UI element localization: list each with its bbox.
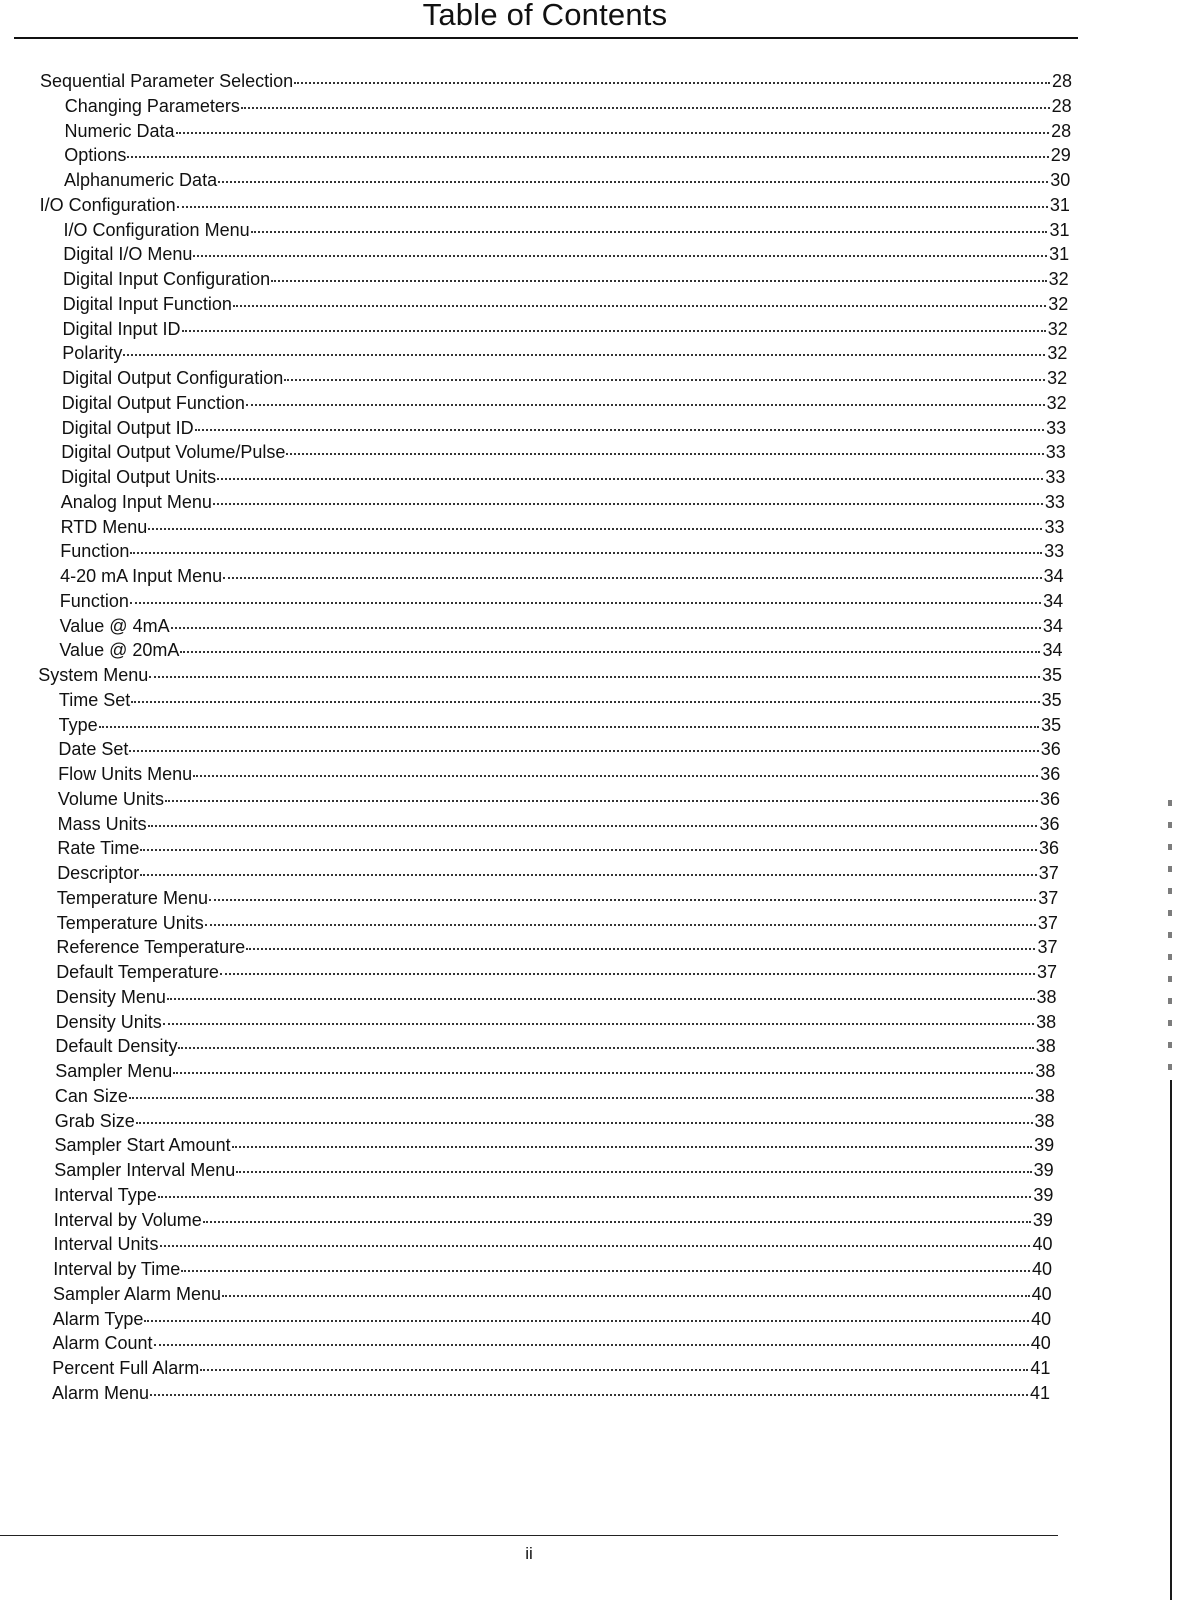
dot-leader <box>176 132 1050 134</box>
toc-entry-title: Digital Output Units <box>61 467 217 487</box>
dot-leader <box>193 775 1038 777</box>
toc-entry <box>63 318 1068 340</box>
dot-leader <box>177 206 1048 208</box>
dot-leader <box>160 1245 1031 1247</box>
dot-leader <box>171 627 1041 629</box>
toc-entry-title: Default Density <box>55 1036 178 1057</box>
toc-entry-title: Sampler Start Amount <box>54 1135 231 1156</box>
dot-leader <box>213 503 1043 505</box>
toc-entry <box>57 887 1058 909</box>
toc-entry-page-number: 33 <box>1046 417 1067 438</box>
dot-leader <box>148 528 1042 530</box>
toc-entry-title: Function <box>60 541 130 562</box>
dot-leader <box>181 1270 1030 1272</box>
toc-entry <box>55 1060 1055 1082</box>
dot-leader <box>130 552 1042 554</box>
toc-entry <box>63 293 1069 315</box>
toc-entry <box>55 1110 1055 1132</box>
dot-leader <box>294 82 1050 84</box>
toc-entry-title: Analog Input Menu <box>60 491 212 512</box>
toc-entry-page-number: 31 <box>1049 244 1070 265</box>
dot-leader <box>167 998 1035 1000</box>
toc-entry-page-number: 36 <box>1039 838 1060 859</box>
toc-entry-title: Sequential Parameter Selection <box>40 71 294 91</box>
toc-entry <box>52 1357 1050 1379</box>
toc-entry-page-number: 34 <box>1043 566 1064 586</box>
toc-entry-page-number: 28 <box>1051 95 1072 116</box>
dot-leader <box>286 453 1043 455</box>
toc-entry-title: Date Set <box>58 739 129 760</box>
toc-entry-title: Digital Output Configuration <box>62 368 284 388</box>
toc-entry <box>65 120 1072 142</box>
toc-entry <box>59 689 1062 711</box>
toc-entry-title: Interval Type <box>54 1184 157 1205</box>
toc-entry-title: System Menu <box>38 665 149 685</box>
toc-entry <box>62 367 1067 389</box>
dot-leader <box>241 107 1050 109</box>
toc-entry <box>60 540 1064 562</box>
toc-entry-page-number: 37 <box>1038 887 1059 908</box>
dot-leader <box>123 354 1045 356</box>
toc-entry-page-number: 32 <box>1048 293 1069 314</box>
dot-leader <box>246 404 1045 406</box>
toc-entry-page-number: 37 <box>1037 962 1058 982</box>
toc-entry <box>65 95 1072 117</box>
toc-entry <box>56 961 1057 983</box>
toc-entry <box>54 1233 1053 1255</box>
toc-entry-page-number: 32 <box>1046 392 1067 413</box>
toc-entry-page-number: 35 <box>1041 714 1062 735</box>
toc-entry-page-number: 32 <box>1047 343 1068 364</box>
toc-entry-title: Temperature Menu <box>56 887 208 908</box>
toc-entry <box>56 1011 1057 1033</box>
toc-entry-title: Rate Time <box>57 838 140 859</box>
toc-entry-title: Mass Units <box>57 813 147 834</box>
toc-entry <box>61 441 1066 463</box>
toc-entry-title: Percent Full Alarm <box>52 1358 200 1378</box>
dot-leader <box>233 305 1046 307</box>
toc-entry-title: Can Size <box>54 1085 128 1106</box>
dot-leader <box>140 874 1037 876</box>
toc-entry-page-number: 40 <box>1031 1283 1052 1304</box>
footer-divider <box>0 1535 1058 1536</box>
toc-entry-page-number: 37 <box>1037 912 1058 933</box>
toc-entry-page-number: 28 <box>1051 120 1072 141</box>
dot-leader <box>193 255 1047 257</box>
dot-leader <box>178 1047 1033 1049</box>
dot-leader <box>217 478 1043 480</box>
toc-entry <box>62 342 1067 364</box>
toc-entry-title: Temperature Units <box>56 912 204 933</box>
toc-entry-page-number: 33 <box>1045 467 1066 487</box>
toc-entry <box>54 1184 1053 1206</box>
toc-entry-title: Alarm Type <box>52 1308 144 1329</box>
dot-leader <box>251 231 1048 233</box>
toc-entry <box>53 1308 1052 1330</box>
toc-entry-title: Digital Output Function <box>61 392 245 413</box>
dot-leader <box>218 181 1048 183</box>
toc-entry-page-number: 34 <box>1043 590 1064 611</box>
dot-leader <box>99 726 1040 728</box>
toc-entry-title: Digital I/O Menu <box>63 244 193 265</box>
toc-entry-title: Numeric Data <box>64 120 175 141</box>
dot-leader <box>136 1122 1033 1124</box>
toc-entry-page-number: 40 <box>1032 1234 1053 1255</box>
toc-entry <box>63 243 1069 265</box>
toc-entry <box>60 590 1063 612</box>
dot-leader <box>284 379 1045 381</box>
toc-entry-page-number: 35 <box>1041 689 1062 710</box>
dot-leader <box>232 1146 1033 1148</box>
dot-leader <box>165 800 1038 802</box>
toc-entry <box>38 664 1062 686</box>
toc-entry-title: Type <box>58 714 98 735</box>
dot-leader <box>131 701 1039 703</box>
toc-entry-title: Descriptor <box>57 863 140 883</box>
toc-entry-title: Digital Input Configuration <box>63 269 271 289</box>
dot-leader <box>246 948 1035 950</box>
toc-entry-page-number: 40 <box>1031 1308 1052 1329</box>
toc-entry <box>53 1258 1052 1280</box>
toc-entry <box>53 1283 1052 1305</box>
toc-entry-title: Interval by Time <box>53 1259 181 1279</box>
toc-entry <box>64 169 1070 191</box>
toc-entry-page-number: 41 <box>1030 1358 1051 1378</box>
dot-leader <box>154 1344 1029 1346</box>
toc-entry-page-number: 37 <box>1038 863 1059 883</box>
toc-entry-title: Alarm Count <box>52 1333 153 1354</box>
dot-leader <box>148 825 1038 827</box>
dot-leader <box>222 1295 1030 1297</box>
toc-entry-title: Options <box>64 145 127 166</box>
dot-leader <box>173 1072 1033 1074</box>
toc-entry-title: Interval Units <box>53 1234 159 1255</box>
dot-leader <box>129 750 1038 752</box>
toc-entry-page-number: 38 <box>1035 1061 1056 1081</box>
toc-entry-page-number: 36 <box>1039 788 1060 809</box>
toc-entry <box>55 1085 1055 1107</box>
dot-leader <box>127 156 1048 158</box>
toc-entry-page-number: 34 <box>1042 615 1063 636</box>
toc-entry-title: Default Temperature <box>56 962 219 982</box>
page-number: ii <box>525 1544 533 1563</box>
toc-entry-page-number: 36 <box>1039 813 1060 834</box>
toc-entry <box>57 862 1059 884</box>
dot-leader <box>271 280 1046 282</box>
toc-entry-title: Value @ 20mA <box>59 640 180 661</box>
toc-entry <box>60 565 1064 587</box>
toc-entry <box>58 763 1060 785</box>
toc-entry-page-number: 38 <box>1036 986 1057 1007</box>
toc-entry-title: Function <box>59 590 129 611</box>
toc-entry-page-number: 40 <box>1030 1333 1051 1354</box>
dot-leader <box>158 1196 1032 1198</box>
toc-entry-page-number: 33 <box>1044 491 1065 512</box>
dot-leader <box>150 1394 1028 1396</box>
toc-entry <box>58 813 1060 835</box>
dot-leader <box>140 849 1037 851</box>
toc-entry-page-number: 30 <box>1050 170 1071 190</box>
toc-entry-page-number: 39 <box>1034 1135 1055 1156</box>
toc-entry-page-number: 41 <box>1029 1382 1050 1403</box>
toc-entry-page-number: 32 <box>1047 318 1068 339</box>
page-title: Table of Contents <box>422 0 668 32</box>
toc-entry-title: Digital Output ID <box>61 417 194 438</box>
toc-entry <box>61 491 1065 513</box>
toc-entry <box>54 1209 1053 1231</box>
toc-entry-title: Interval by Volume <box>53 1209 202 1230</box>
toc-entry <box>59 639 1062 661</box>
toc-entry-title: I/O Configuration <box>39 194 176 215</box>
toc-entry-page-number: 39 <box>1033 1184 1054 1205</box>
toc-entry-title: Value @ 4mA <box>59 615 170 636</box>
toc-entry-title: Digital Input ID <box>62 318 181 339</box>
toc-entry <box>63 268 1069 290</box>
toc-entry <box>58 788 1060 810</box>
toc-entry <box>54 1159 1054 1181</box>
toc-entry-title: I/O Configuration Menu <box>63 219 250 240</box>
toc-entry <box>62 417 1067 439</box>
toc-entry <box>61 516 1065 538</box>
dot-leader <box>163 1023 1034 1025</box>
toc-entry-page-number: 28 <box>1051 71 1072 91</box>
toc-entry-title: 4-20 mA Input Menu <box>60 566 223 586</box>
toc-entry-page-number: 33 <box>1044 516 1065 537</box>
toc-entry-title: Volume Units <box>57 788 164 809</box>
toc-entry <box>40 70 1072 92</box>
toc-entry-title: Sampler Menu <box>55 1061 173 1081</box>
toc-entry-page-number: 38 <box>1034 1110 1055 1131</box>
toc-entry <box>61 466 1065 488</box>
toc-entry-page-number: 38 <box>1035 1036 1056 1057</box>
toc-entry <box>52 1382 1050 1404</box>
toc-entry <box>64 219 1070 241</box>
toc-entry <box>53 1332 1051 1354</box>
toc-entry-page-number: 31 <box>1049 194 1070 215</box>
dot-leader <box>236 1171 1031 1173</box>
toc-entry <box>57 837 1059 859</box>
toc-entry <box>40 194 1070 216</box>
toc-entry-title: Alarm Menu <box>52 1382 150 1403</box>
dot-leader <box>149 676 1040 678</box>
toc-entry-title: Reference Temperature <box>56 937 246 958</box>
toc-entry <box>56 936 1057 958</box>
dot-leader <box>144 1320 1029 1322</box>
dot-leader <box>182 330 1046 332</box>
toc-entry <box>56 986 1057 1008</box>
toc-entry-page-number: 40 <box>1031 1259 1052 1279</box>
binding-edge <box>1170 1080 1172 1600</box>
toc-entry <box>55 1134 1055 1156</box>
dot-leader <box>130 602 1041 604</box>
toc-entry-title: Density Menu <box>55 986 166 1007</box>
toc-entry-title: Density Units <box>55 1011 162 1032</box>
toc-entry-page-number: 32 <box>1048 269 1069 289</box>
toc-entry <box>58 738 1060 760</box>
toc-entry-page-number: 31 <box>1049 219 1070 240</box>
toc-entry-page-number: 39 <box>1032 1209 1053 1230</box>
title-divider <box>14 37 1078 39</box>
dot-leader <box>195 429 1045 431</box>
toc-entry-page-number: 32 <box>1047 368 1068 388</box>
toc-entry <box>60 615 1063 637</box>
toc-entry <box>62 392 1067 414</box>
toc-entry-title: Sampler Interval Menu <box>54 1160 236 1180</box>
toc-entry <box>55 1035 1055 1057</box>
toc-entry-title: Changing Parameters <box>64 95 240 116</box>
toc-entry-page-number: 37 <box>1037 937 1058 958</box>
toc-entry-title: Digital Input Function <box>62 293 232 314</box>
toc-entry-title: RTD Menu <box>60 516 148 537</box>
toc-entry-title: Sampler Alarm Menu <box>53 1283 222 1304</box>
toc-entry-title: Polarity <box>62 343 123 364</box>
dot-leader <box>209 899 1036 901</box>
dot-leader <box>220 973 1035 975</box>
toc-entry-page-number: 33 <box>1044 541 1065 562</box>
toc-entry <box>64 144 1071 166</box>
dot-leader <box>129 1097 1033 1099</box>
toc-entry-title: Flow Units Menu <box>58 764 193 784</box>
dot-leader <box>200 1369 1028 1371</box>
dot-leader <box>180 651 1040 653</box>
binding-marks <box>1168 800 1172 1070</box>
toc-entry-title: Digital Output Volume/Pulse <box>61 442 286 463</box>
toc-entry-page-number: 29 <box>1050 145 1071 166</box>
toc-entry <box>57 912 1058 934</box>
dot-leader <box>203 1221 1031 1223</box>
toc-entry-page-number: 35 <box>1041 665 1062 685</box>
dot-leader <box>223 577 1041 579</box>
toc-entry-page-number: 36 <box>1040 764 1061 784</box>
toc-entry-page-number: 39 <box>1033 1160 1054 1180</box>
toc-entry-page-number: 34 <box>1042 640 1063 661</box>
toc-entry-page-number: 38 <box>1034 1085 1055 1106</box>
toc-entry-title: Alphanumeric Data <box>64 170 218 190</box>
toc-entry-title: Grab Size <box>54 1110 135 1131</box>
toc-entry-title: Time Set <box>58 689 131 710</box>
dot-leader <box>205 924 1036 926</box>
toc-entry-page-number: 36 <box>1040 739 1061 760</box>
toc-entry <box>59 714 1062 736</box>
toc-entry-page-number: 33 <box>1045 442 1066 463</box>
toc-entry-page-number: 38 <box>1036 1011 1057 1032</box>
